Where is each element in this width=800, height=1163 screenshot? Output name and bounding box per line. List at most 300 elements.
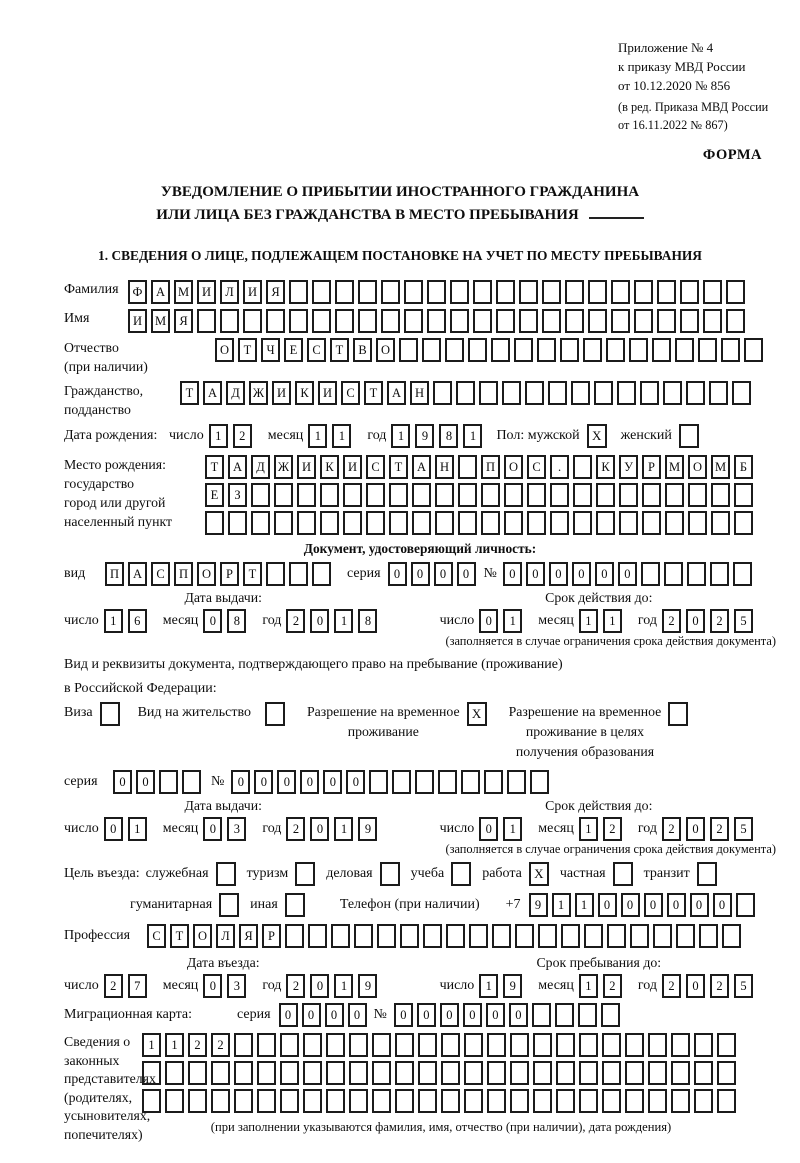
char-box[interactable]: У (619, 455, 638, 479)
char-box[interactable] (251, 483, 270, 507)
char-box[interactable] (266, 562, 285, 586)
char-box[interactable]: Р (220, 562, 239, 586)
char-box[interactable] (584, 924, 603, 948)
char-box[interactable]: 2 (710, 817, 729, 841)
char-box[interactable] (496, 280, 515, 304)
char-box[interactable]: И (128, 309, 147, 333)
char-box[interactable]: Т (389, 455, 408, 479)
char-box[interactable] (441, 1033, 460, 1057)
char-box[interactable] (687, 562, 706, 586)
char-box[interactable]: 0 (503, 562, 522, 586)
char-box[interactable] (519, 309, 538, 333)
char-box[interactable]: С (151, 562, 170, 586)
char-box[interactable] (688, 483, 707, 507)
char-box[interactable]: 1 (503, 817, 522, 841)
char-box[interactable]: 0 (667, 893, 686, 917)
char-box[interactable]: А (151, 280, 170, 304)
char-box[interactable] (665, 511, 684, 535)
char-box[interactable] (657, 280, 676, 304)
char-box[interactable] (602, 1061, 621, 1085)
char-box[interactable] (594, 381, 613, 405)
char-box[interactable]: 1 (579, 817, 598, 841)
char-box[interactable]: 1 (463, 424, 482, 448)
char-box[interactable] (527, 511, 546, 535)
char-box[interactable] (510, 1033, 529, 1057)
char-box[interactable] (671, 1061, 690, 1085)
char-box[interactable]: 0 (348, 1003, 367, 1027)
char-box[interactable] (228, 511, 247, 535)
char-box[interactable]: 1 (332, 424, 351, 448)
char-box[interactable] (303, 1061, 322, 1085)
char-box[interactable] (358, 309, 377, 333)
char-box[interactable] (703, 280, 722, 304)
char-box[interactable]: Ч (261, 338, 280, 362)
char-box[interactable]: Т (238, 338, 257, 362)
char-box[interactable] (285, 924, 304, 948)
char-box[interactable] (349, 1061, 368, 1085)
char-box[interactable]: 9 (415, 424, 434, 448)
char-box[interactable] (744, 338, 763, 362)
char-box[interactable] (289, 562, 308, 586)
char-box[interactable]: И (343, 455, 362, 479)
char-box[interactable]: 0 (526, 562, 545, 586)
char-box[interactable]: С (307, 338, 326, 362)
char-box[interactable] (694, 1033, 713, 1057)
visa-checkbox[interactable] (100, 702, 120, 726)
char-box[interactable] (211, 1061, 230, 1085)
char-box[interactable]: 0 (279, 1003, 298, 1027)
char-box[interactable]: 2 (233, 424, 252, 448)
char-box[interactable]: 9 (358, 974, 377, 998)
char-box[interactable] (653, 924, 672, 948)
char-box[interactable] (663, 381, 682, 405)
char-box[interactable]: 0 (509, 1003, 528, 1027)
char-box[interactable] (297, 483, 316, 507)
char-box[interactable]: 0 (394, 1003, 413, 1027)
char-box[interactable] (400, 924, 419, 948)
char-box[interactable]: 0 (254, 770, 273, 794)
char-box[interactable] (732, 381, 751, 405)
char-box[interactable] (303, 1033, 322, 1057)
char-box[interactable]: О (193, 924, 212, 948)
char-box[interactable] (165, 1089, 184, 1113)
char-box[interactable] (450, 280, 469, 304)
char-box[interactable]: 5 (734, 974, 753, 998)
char-box[interactable]: 0 (203, 609, 222, 633)
char-box[interactable] (710, 562, 729, 586)
char-box[interactable] (648, 1033, 667, 1057)
char-box[interactable] (381, 309, 400, 333)
char-box[interactable] (550, 511, 569, 535)
char-box[interactable] (487, 1033, 506, 1057)
char-box[interactable] (461, 770, 480, 794)
char-box[interactable]: 0 (686, 609, 705, 633)
char-box[interactable]: 1 (575, 893, 594, 917)
char-box[interactable]: 0 (388, 562, 407, 586)
char-box[interactable]: 1 (308, 424, 327, 448)
char-box[interactable] (458, 511, 477, 535)
char-box[interactable] (688, 511, 707, 535)
char-box[interactable] (308, 924, 327, 948)
char-box[interactable] (320, 483, 339, 507)
char-box[interactable] (711, 511, 730, 535)
char-box[interactable]: 0 (621, 893, 640, 917)
char-box[interactable] (596, 511, 615, 535)
char-box[interactable]: 0 (203, 817, 222, 841)
char-box[interactable]: 2 (603, 817, 622, 841)
char-box[interactable]: 0 (549, 562, 568, 586)
char-box[interactable]: 2 (662, 817, 681, 841)
char-box[interactable] (588, 309, 607, 333)
char-box[interactable] (533, 1089, 552, 1113)
char-box[interactable]: В (353, 338, 372, 362)
checkbox[interactable] (295, 862, 315, 886)
char-box[interactable]: Т (180, 381, 199, 405)
checkbox[interactable] (216, 862, 236, 886)
char-box[interactable]: Б (734, 455, 753, 479)
char-box[interactable] (510, 1061, 529, 1085)
char-box[interactable] (573, 455, 592, 479)
char-box[interactable] (182, 770, 201, 794)
char-box[interactable] (736, 893, 755, 917)
char-box[interactable] (331, 924, 350, 948)
char-box[interactable] (726, 280, 745, 304)
char-box[interactable]: . (550, 455, 569, 479)
rvp-education-checkbox[interactable] (668, 702, 688, 726)
char-box[interactable]: 0 (686, 974, 705, 998)
char-box[interactable]: 0 (618, 562, 637, 586)
char-box[interactable] (441, 1089, 460, 1113)
char-box[interactable]: 0 (598, 893, 617, 917)
char-box[interactable] (423, 924, 442, 948)
char-box[interactable]: Н (410, 381, 429, 405)
char-box[interactable] (280, 1033, 299, 1057)
char-box[interactable] (481, 483, 500, 507)
checkbox[interactable]: X (529, 862, 549, 886)
char-box[interactable] (625, 1061, 644, 1085)
char-box[interactable] (366, 511, 385, 535)
char-box[interactable] (504, 483, 523, 507)
char-box[interactable] (625, 1089, 644, 1113)
char-box[interactable]: О (376, 338, 395, 362)
char-box[interactable]: 0 (690, 893, 709, 917)
char-box[interactable] (671, 1033, 690, 1057)
char-box[interactable] (504, 511, 523, 535)
char-box[interactable]: 6 (128, 609, 147, 633)
char-box[interactable] (548, 381, 567, 405)
char-box[interactable]: С (341, 381, 360, 405)
char-box[interactable] (573, 483, 592, 507)
char-box[interactable] (438, 770, 457, 794)
char-box[interactable]: Р (642, 455, 661, 479)
char-box[interactable] (722, 924, 741, 948)
char-box[interactable] (565, 280, 584, 304)
char-box[interactable] (377, 924, 396, 948)
char-box[interactable]: Ф (128, 280, 147, 304)
char-box[interactable] (617, 381, 636, 405)
char-box[interactable] (326, 1089, 345, 1113)
char-box[interactable] (395, 1061, 414, 1085)
char-box[interactable] (335, 280, 354, 304)
char-box[interactable]: 2 (603, 974, 622, 998)
char-box[interactable] (578, 1003, 597, 1027)
char-box[interactable] (694, 1061, 713, 1085)
char-box[interactable]: Д (251, 455, 270, 479)
char-box[interactable]: 2 (286, 817, 305, 841)
char-box[interactable] (234, 1089, 253, 1113)
char-box[interactable] (312, 309, 331, 333)
char-box[interactable] (525, 381, 544, 405)
checkbox[interactable] (380, 862, 400, 886)
char-box[interactable] (418, 1089, 437, 1113)
char-box[interactable] (634, 309, 653, 333)
char-box[interactable]: С (147, 924, 166, 948)
char-box[interactable] (479, 381, 498, 405)
char-box[interactable] (389, 483, 408, 507)
char-box[interactable] (703, 309, 722, 333)
char-box[interactable] (358, 280, 377, 304)
char-box[interactable]: А (412, 455, 431, 479)
char-box[interactable]: 0 (440, 1003, 459, 1027)
char-box[interactable]: 0 (411, 562, 430, 586)
char-box[interactable] (251, 511, 270, 535)
char-box[interactable] (395, 1033, 414, 1057)
char-box[interactable]: 0 (644, 893, 663, 917)
char-box[interactable] (630, 924, 649, 948)
char-box[interactable] (726, 309, 745, 333)
char-box[interactable]: К (596, 455, 615, 479)
char-box[interactable] (234, 1061, 253, 1085)
residence-permit-checkbox[interactable] (265, 702, 285, 726)
char-box[interactable] (366, 483, 385, 507)
char-box[interactable] (312, 562, 331, 586)
char-box[interactable] (619, 511, 638, 535)
char-box[interactable] (354, 924, 373, 948)
char-box[interactable] (533, 1033, 552, 1057)
char-box[interactable]: М (711, 455, 730, 479)
char-box[interactable] (565, 309, 584, 333)
char-box[interactable] (349, 1089, 368, 1113)
char-box[interactable]: 2 (662, 609, 681, 633)
char-box[interactable] (381, 280, 400, 304)
char-box[interactable] (680, 280, 699, 304)
char-box[interactable]: П (174, 562, 193, 586)
char-box[interactable] (266, 309, 285, 333)
char-box[interactable]: 1 (579, 609, 598, 633)
char-box[interactable]: М (174, 280, 193, 304)
char-box[interactable] (648, 1061, 667, 1085)
char-box[interactable] (611, 280, 630, 304)
char-box[interactable] (561, 924, 580, 948)
char-box[interactable]: Я (266, 280, 285, 304)
char-box[interactable] (542, 309, 561, 333)
char-box[interactable]: 1 (334, 817, 353, 841)
char-box[interactable]: О (688, 455, 707, 479)
char-box[interactable]: 0 (479, 817, 498, 841)
char-box[interactable]: 0 (463, 1003, 482, 1027)
char-box[interactable]: 0 (479, 609, 498, 633)
char-box[interactable]: А (203, 381, 222, 405)
char-box[interactable]: 1 (552, 893, 571, 917)
char-box[interactable] (510, 1089, 529, 1113)
char-box[interactable] (717, 1061, 736, 1085)
char-box[interactable] (441, 1061, 460, 1085)
char-box[interactable] (733, 562, 752, 586)
char-box[interactable] (415, 770, 434, 794)
char-box[interactable]: 9 (358, 817, 377, 841)
char-box[interactable]: 1 (391, 424, 410, 448)
char-box[interactable]: И (318, 381, 337, 405)
char-box[interactable] (641, 562, 660, 586)
char-box[interactable]: 1 (479, 974, 498, 998)
char-box[interactable]: А (228, 455, 247, 479)
char-box[interactable] (717, 1033, 736, 1057)
char-box[interactable] (399, 338, 418, 362)
char-box[interactable]: 8 (358, 609, 377, 633)
char-box[interactable]: 1 (142, 1033, 161, 1057)
char-box[interactable] (274, 483, 293, 507)
char-box[interactable] (335, 309, 354, 333)
char-box[interactable]: Я (174, 309, 193, 333)
char-box[interactable]: 1 (104, 609, 123, 633)
char-box[interactable] (573, 511, 592, 535)
char-box[interactable] (435, 511, 454, 535)
char-box[interactable] (473, 280, 492, 304)
char-box[interactable] (698, 338, 717, 362)
char-box[interactable] (274, 511, 293, 535)
char-box[interactable]: 3 (227, 817, 246, 841)
char-box[interactable] (257, 1089, 276, 1113)
char-box[interactable]: 2 (188, 1033, 207, 1057)
char-box[interactable]: 0 (457, 562, 476, 586)
char-box[interactable] (404, 280, 423, 304)
char-box[interactable]: 1 (503, 609, 522, 633)
char-box[interactable] (542, 280, 561, 304)
char-box[interactable]: 0 (310, 817, 329, 841)
char-box[interactable] (392, 770, 411, 794)
char-box[interactable] (220, 309, 239, 333)
char-box[interactable] (625, 1033, 644, 1057)
female-checkbox[interactable] (679, 424, 699, 448)
char-box[interactable]: О (215, 338, 234, 362)
char-box[interactable] (680, 309, 699, 333)
char-box[interactable] (450, 309, 469, 333)
char-box[interactable] (289, 280, 308, 304)
char-box[interactable]: Н (435, 455, 454, 479)
char-box[interactable] (418, 1061, 437, 1085)
char-box[interactable] (492, 924, 511, 948)
char-box[interactable] (458, 483, 477, 507)
char-box[interactable] (556, 1033, 575, 1057)
char-box[interactable] (142, 1089, 161, 1113)
char-box[interactable] (312, 280, 331, 304)
char-box[interactable]: И (243, 280, 262, 304)
char-box[interactable] (435, 483, 454, 507)
char-box[interactable] (464, 1061, 483, 1085)
rvp-checkbox[interactable]: X (467, 702, 487, 726)
char-box[interactable]: 8 (439, 424, 458, 448)
char-box[interactable] (234, 1033, 253, 1057)
checkbox[interactable] (613, 862, 633, 886)
char-box[interactable]: 0 (686, 817, 705, 841)
char-box[interactable] (243, 309, 262, 333)
char-box[interactable]: 0 (277, 770, 296, 794)
char-box[interactable] (657, 309, 676, 333)
char-box[interactable] (142, 1061, 161, 1085)
char-box[interactable] (412, 511, 431, 535)
char-box[interactable]: И (197, 280, 216, 304)
char-box[interactable]: 0 (113, 770, 132, 794)
char-box[interactable] (648, 1089, 667, 1113)
char-box[interactable] (579, 1033, 598, 1057)
char-box[interactable] (502, 381, 521, 405)
char-box[interactable] (556, 1061, 575, 1085)
char-box[interactable] (721, 338, 740, 362)
char-box[interactable] (369, 770, 388, 794)
char-box[interactable] (257, 1061, 276, 1085)
char-box[interactable]: 2 (286, 974, 305, 998)
char-box[interactable] (676, 924, 695, 948)
char-box[interactable]: Р (262, 924, 281, 948)
char-box[interactable]: 0 (203, 974, 222, 998)
char-box[interactable] (464, 1033, 483, 1057)
char-box[interactable]: Л (216, 924, 235, 948)
char-box[interactable] (538, 924, 557, 948)
char-box[interactable]: 0 (136, 770, 155, 794)
char-box[interactable]: М (665, 455, 684, 479)
char-box[interactable] (664, 562, 683, 586)
char-box[interactable] (496, 309, 515, 333)
char-box[interactable]: П (481, 455, 500, 479)
char-box[interactable] (372, 1033, 391, 1057)
char-box[interactable] (601, 1003, 620, 1027)
char-box[interactable] (491, 338, 510, 362)
char-box[interactable]: Д (226, 381, 245, 405)
char-box[interactable] (395, 1089, 414, 1113)
char-box[interactable] (188, 1061, 207, 1085)
char-box[interactable] (711, 483, 730, 507)
char-box[interactable]: А (128, 562, 147, 586)
char-box[interactable]: Ж (249, 381, 268, 405)
char-box[interactable] (686, 381, 705, 405)
checkbox[interactable] (285, 893, 305, 917)
char-box[interactable]: 3 (227, 974, 246, 998)
char-box[interactable]: 5 (734, 609, 753, 633)
char-box[interactable]: А (387, 381, 406, 405)
char-box[interactable] (456, 381, 475, 405)
checkbox[interactable] (451, 862, 471, 886)
char-box[interactable]: 0 (572, 562, 591, 586)
char-box[interactable] (473, 309, 492, 333)
char-box[interactable]: 1 (165, 1033, 184, 1057)
char-box[interactable] (404, 309, 423, 333)
char-box[interactable]: 0 (300, 770, 319, 794)
char-box[interactable] (422, 338, 441, 362)
char-box[interactable] (579, 1089, 598, 1113)
char-box[interactable] (642, 483, 661, 507)
char-box[interactable] (629, 338, 648, 362)
char-box[interactable]: О (197, 562, 216, 586)
char-box[interactable] (634, 280, 653, 304)
char-box[interactable] (619, 483, 638, 507)
char-box[interactable] (464, 1089, 483, 1113)
char-box[interactable] (607, 924, 626, 948)
char-box[interactable] (427, 309, 446, 333)
char-box[interactable] (602, 1033, 621, 1057)
char-box[interactable] (560, 338, 579, 362)
char-box[interactable]: Я (239, 924, 258, 948)
char-box[interactable] (571, 381, 590, 405)
